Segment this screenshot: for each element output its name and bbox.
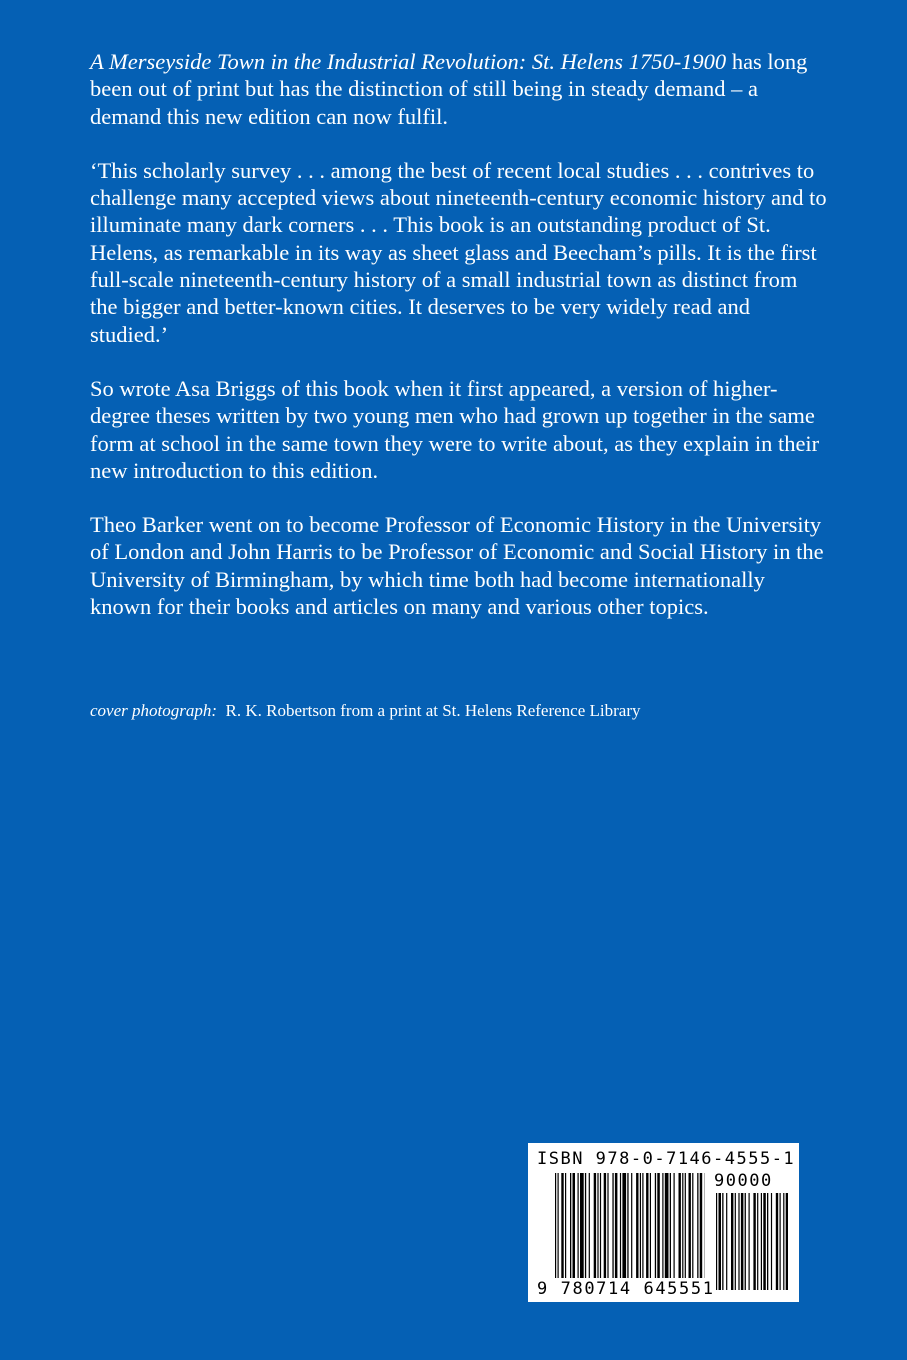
isbn-number: ISBN 978-0-7146-4555-1	[537, 1149, 796, 1169]
book-title-italic: A Merseyside Town in the Industrial Revolution: St. Helens 1750-1900	[90, 49, 727, 74]
credit-text: R. K. Robertson from a print at St. Helens Reference Library	[225, 701, 641, 720]
ean-barcode-bars	[555, 1173, 705, 1278]
addon-barcode-bars	[716, 1193, 788, 1290]
price-addon-number: 90000	[714, 1171, 773, 1191]
cover-photo-credit	[90, 700, 830, 722]
ean-digits: 9 780714 645551	[537, 1279, 715, 1299]
review-quote-paragraph: ‘This scholarly survey . . . among the best of recent local studies . . . contrives to challenge many accepted views about nineteenth-century economic history and to illuminate many dark corners . . . This book is an outstanding product of St. Helens, as remarkable in its way as sheet glass and Beecham’s pills. It is the first full-scale nineteenth-century history of a small industrial town as distinct from the bigger and better-known cities. It deserves to be very widely read and studied.’	[90, 157, 827, 347]
intro-paragraph	[90, 48, 830, 130]
back-cover-blurb	[90, 48, 830, 647]
background-paragraph: So wrote Asa Briggs of this book when it first appeared, a version of higher-degree theses written by two young men who had grown up together in the same form at school in the same town they were to write about, as they explain in their new introduction to this edition.	[90, 375, 820, 483]
isbn-barcode	[528, 1143, 799, 1302]
authors-paragraph: Theo Barker went on to become Professor of Economic History in the University of London and John Harris to be Professor of Economic and Social History in the University of Birmingham, by which time both had become internationally known for their books and articles on many and various other topics.	[90, 512, 824, 620]
credit-label: cover photograph:	[90, 701, 218, 720]
intro-paragraph-text: has long been out of print but has the distinction of still being in steady demand – a demand this new edition can now fulfil.	[90, 49, 808, 129]
